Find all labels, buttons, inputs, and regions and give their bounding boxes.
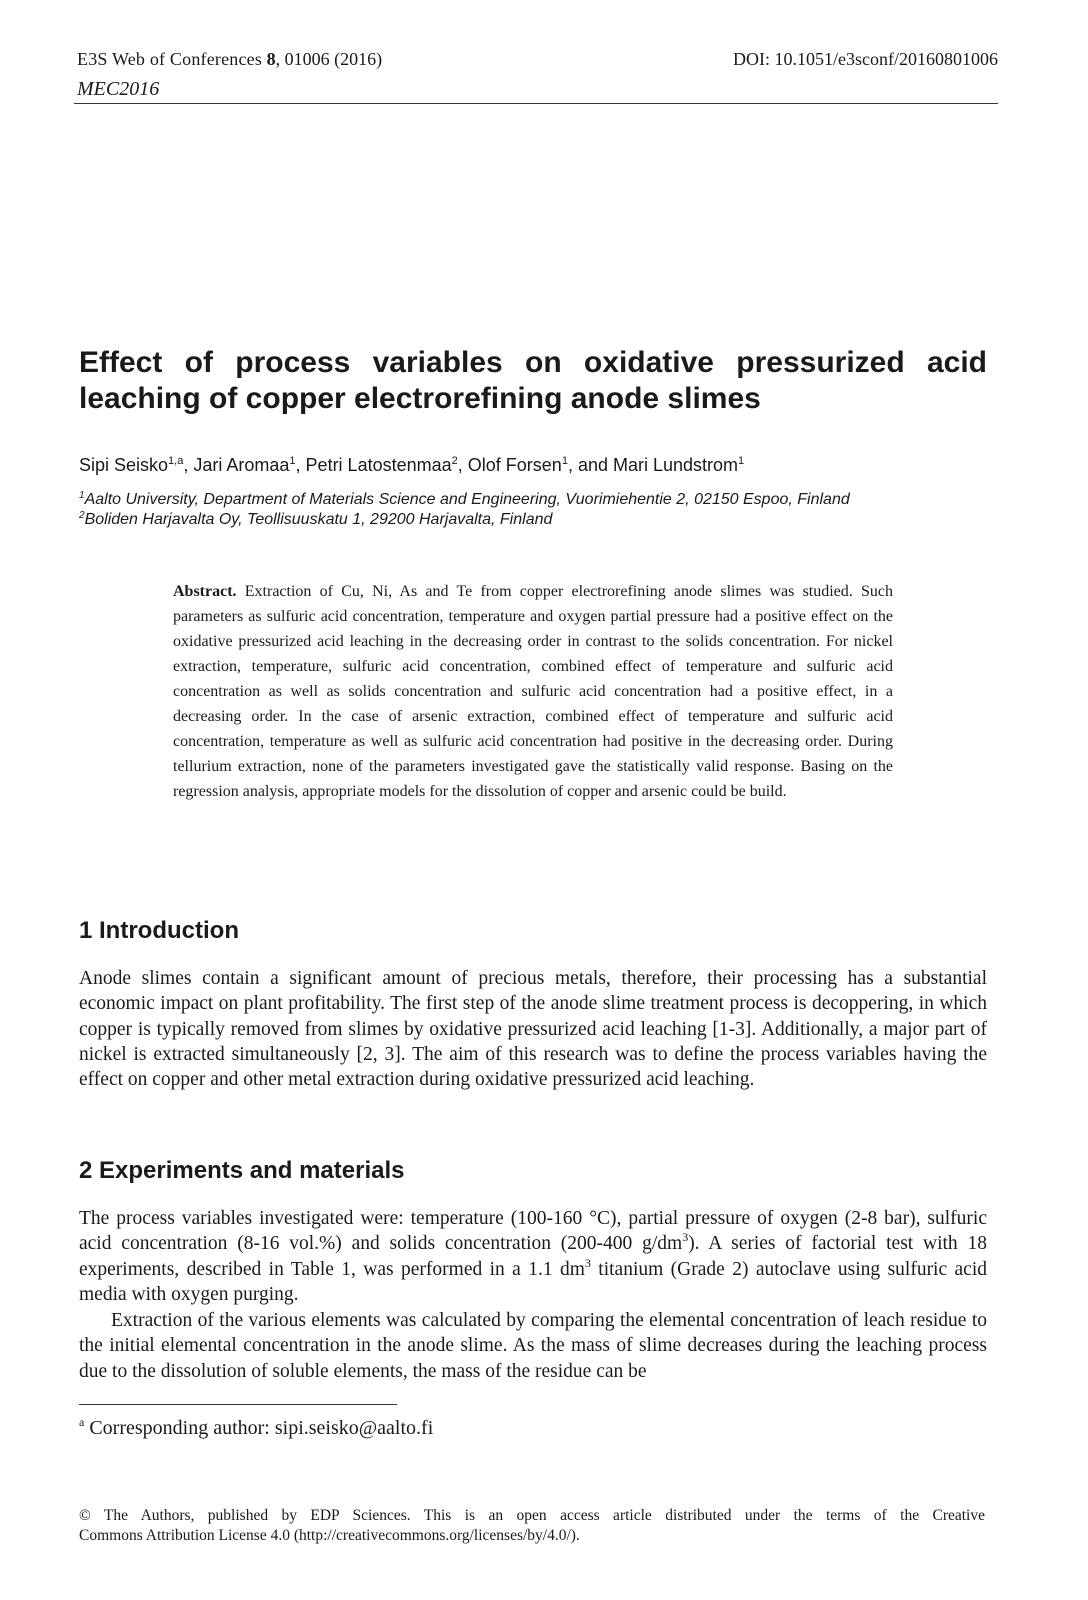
abstract-label: Abstract. xyxy=(173,583,237,600)
author-affiliation-mark: 2 xyxy=(451,455,458,467)
doi: DOI: 10.1051/e3sconf/20160801006 xyxy=(733,49,998,69)
author-list: Sipi Seisko$^{1,a}$, Jari Aromaa$^1$, Petri Latostenmaa$^2$, Olof Forsen$^1$, and Mari Lundstrom$^1$ xyxy=(79,455,745,475)
experiments-paragraph-2: Extraction of the various elements was calculated by comparing the elemental concentration of leach residue to the initial elemental concentration in the anode slime. As the mass of slime decreases during the leaching process due to the dissolution of soluble elements, the mass of the residue can be xyxy=(79,1310,987,1382)
footnote-rule xyxy=(79,1404,397,1405)
author-affiliation-mark: 1 xyxy=(561,455,568,467)
conference-name: MEC2016 xyxy=(77,78,160,100)
title-line-1: Effect of process variables on oxidative pressurized acid xyxy=(79,346,987,379)
journal-volume: 8 xyxy=(266,49,276,69)
license-line-2: Commons Attribution License 4.0 (http://creativecommons.org/licenses/by/4.0/). xyxy=(79,1527,580,1544)
author-name: Olof Forsen xyxy=(467,455,562,475)
author-affiliation-mark: 1,a xyxy=(168,455,184,467)
abstract xyxy=(173,579,893,804)
section-heading-experiments: 2 Experiments and materials xyxy=(79,1157,405,1184)
author-name: Sipi Seisko xyxy=(79,455,169,475)
header-rule xyxy=(74,103,998,104)
running-header-left xyxy=(77,48,382,70)
affiliation-1: $^1$Aalto University, Department of Materials Science and Engineering, Vuorimiehentie 2, 02150 Espoo, Finland xyxy=(79,490,850,508)
introduction-paragraph: Anode slimes contain a significant amount of precious metals, therefore, their processing has a substantial economic impact on plant profitability. The first step of the anode slime treatment process is decoppering, in which copper is typically removed from slimes by oxidative pressurized acid leaching [1-3]. Additionally, a major part of nickel is extracted simultaneously [2, 3]. The aim of this research was to define the process variables having the effect on copper and other metal extraction during oxidative pressurized acid leaching. xyxy=(79,968,987,1091)
license-notice xyxy=(79,1506,985,1546)
section-heading-introduction: 1 Introduction xyxy=(79,917,239,944)
journal-name: E3S Web of Conferences xyxy=(77,49,263,69)
title-line-2: leaching of copper electrorefining anode slimes xyxy=(79,382,761,415)
author-name: Petri Latostenmaa xyxy=(305,455,452,475)
author-affiliation-mark: 1 xyxy=(738,455,745,467)
author-affiliation-mark: 1 xyxy=(289,455,296,467)
abstract-text: Extraction of Cu, Ni, As and Te from copper electrorefining anode slimes was studied. Such parameters as sulfuric acid concentration, temperature and oxygen partial pressure had a positive effect on the oxidative pressurized acid leaching in the decreasing order in contrast to the solids concentration. For nickel extraction, temperature, sulfuric acid concentration, combined effect of temperature and sulfuric acid concentration as well as solids concentration and sulfuric acid concentration had a positive effect, in a decreasing order. In the case of arsenic extraction, combined effect of temperature and sulfuric acid concentration, temperature as well as sulfuric acid concentration had positive in the decreasing order. During tellurium extraction, none of the parameters investigated gave the statistically valid response. Basing on the regression analysis, appropriate models for the dissolution of copper and arsenic could be build. xyxy=(173,583,894,800)
author-name: Mari Lundstrom xyxy=(613,455,739,475)
license-line-1: © The Authors, published by EDP Sciences. This is an open access article distributed under the terms of the Creative xyxy=(79,1507,985,1524)
affiliation-2: $^2$Boliden Harjavalta Oy, Teollisuuskatu 1, 29200 Harjavalta, Finland xyxy=(79,510,553,528)
article-number: , 01006 (2016) xyxy=(275,49,383,69)
footnote-corresponding-author: $^a$ Corresponding author: sipi.seisko@aalto.fi xyxy=(79,1415,434,1439)
author-name: Jari Aromaa xyxy=(193,455,290,475)
paper-title xyxy=(79,345,987,417)
experiments-paragraph-1: The process variables investigated were: temperature (100-160 °C), partial pressure of oxygen (2-8 bar), sulfuric acid concentration (8-16 vol.%) and solids concentration (200-400 $g/dm^3$). A series of factorial test with 18 experiments, described in Table 1, was performed in a 1.1 $dm^3$ titanium (Grade 2) autoclave using sulfuric acid media with oxygen purging. xyxy=(79,1208,988,1305)
